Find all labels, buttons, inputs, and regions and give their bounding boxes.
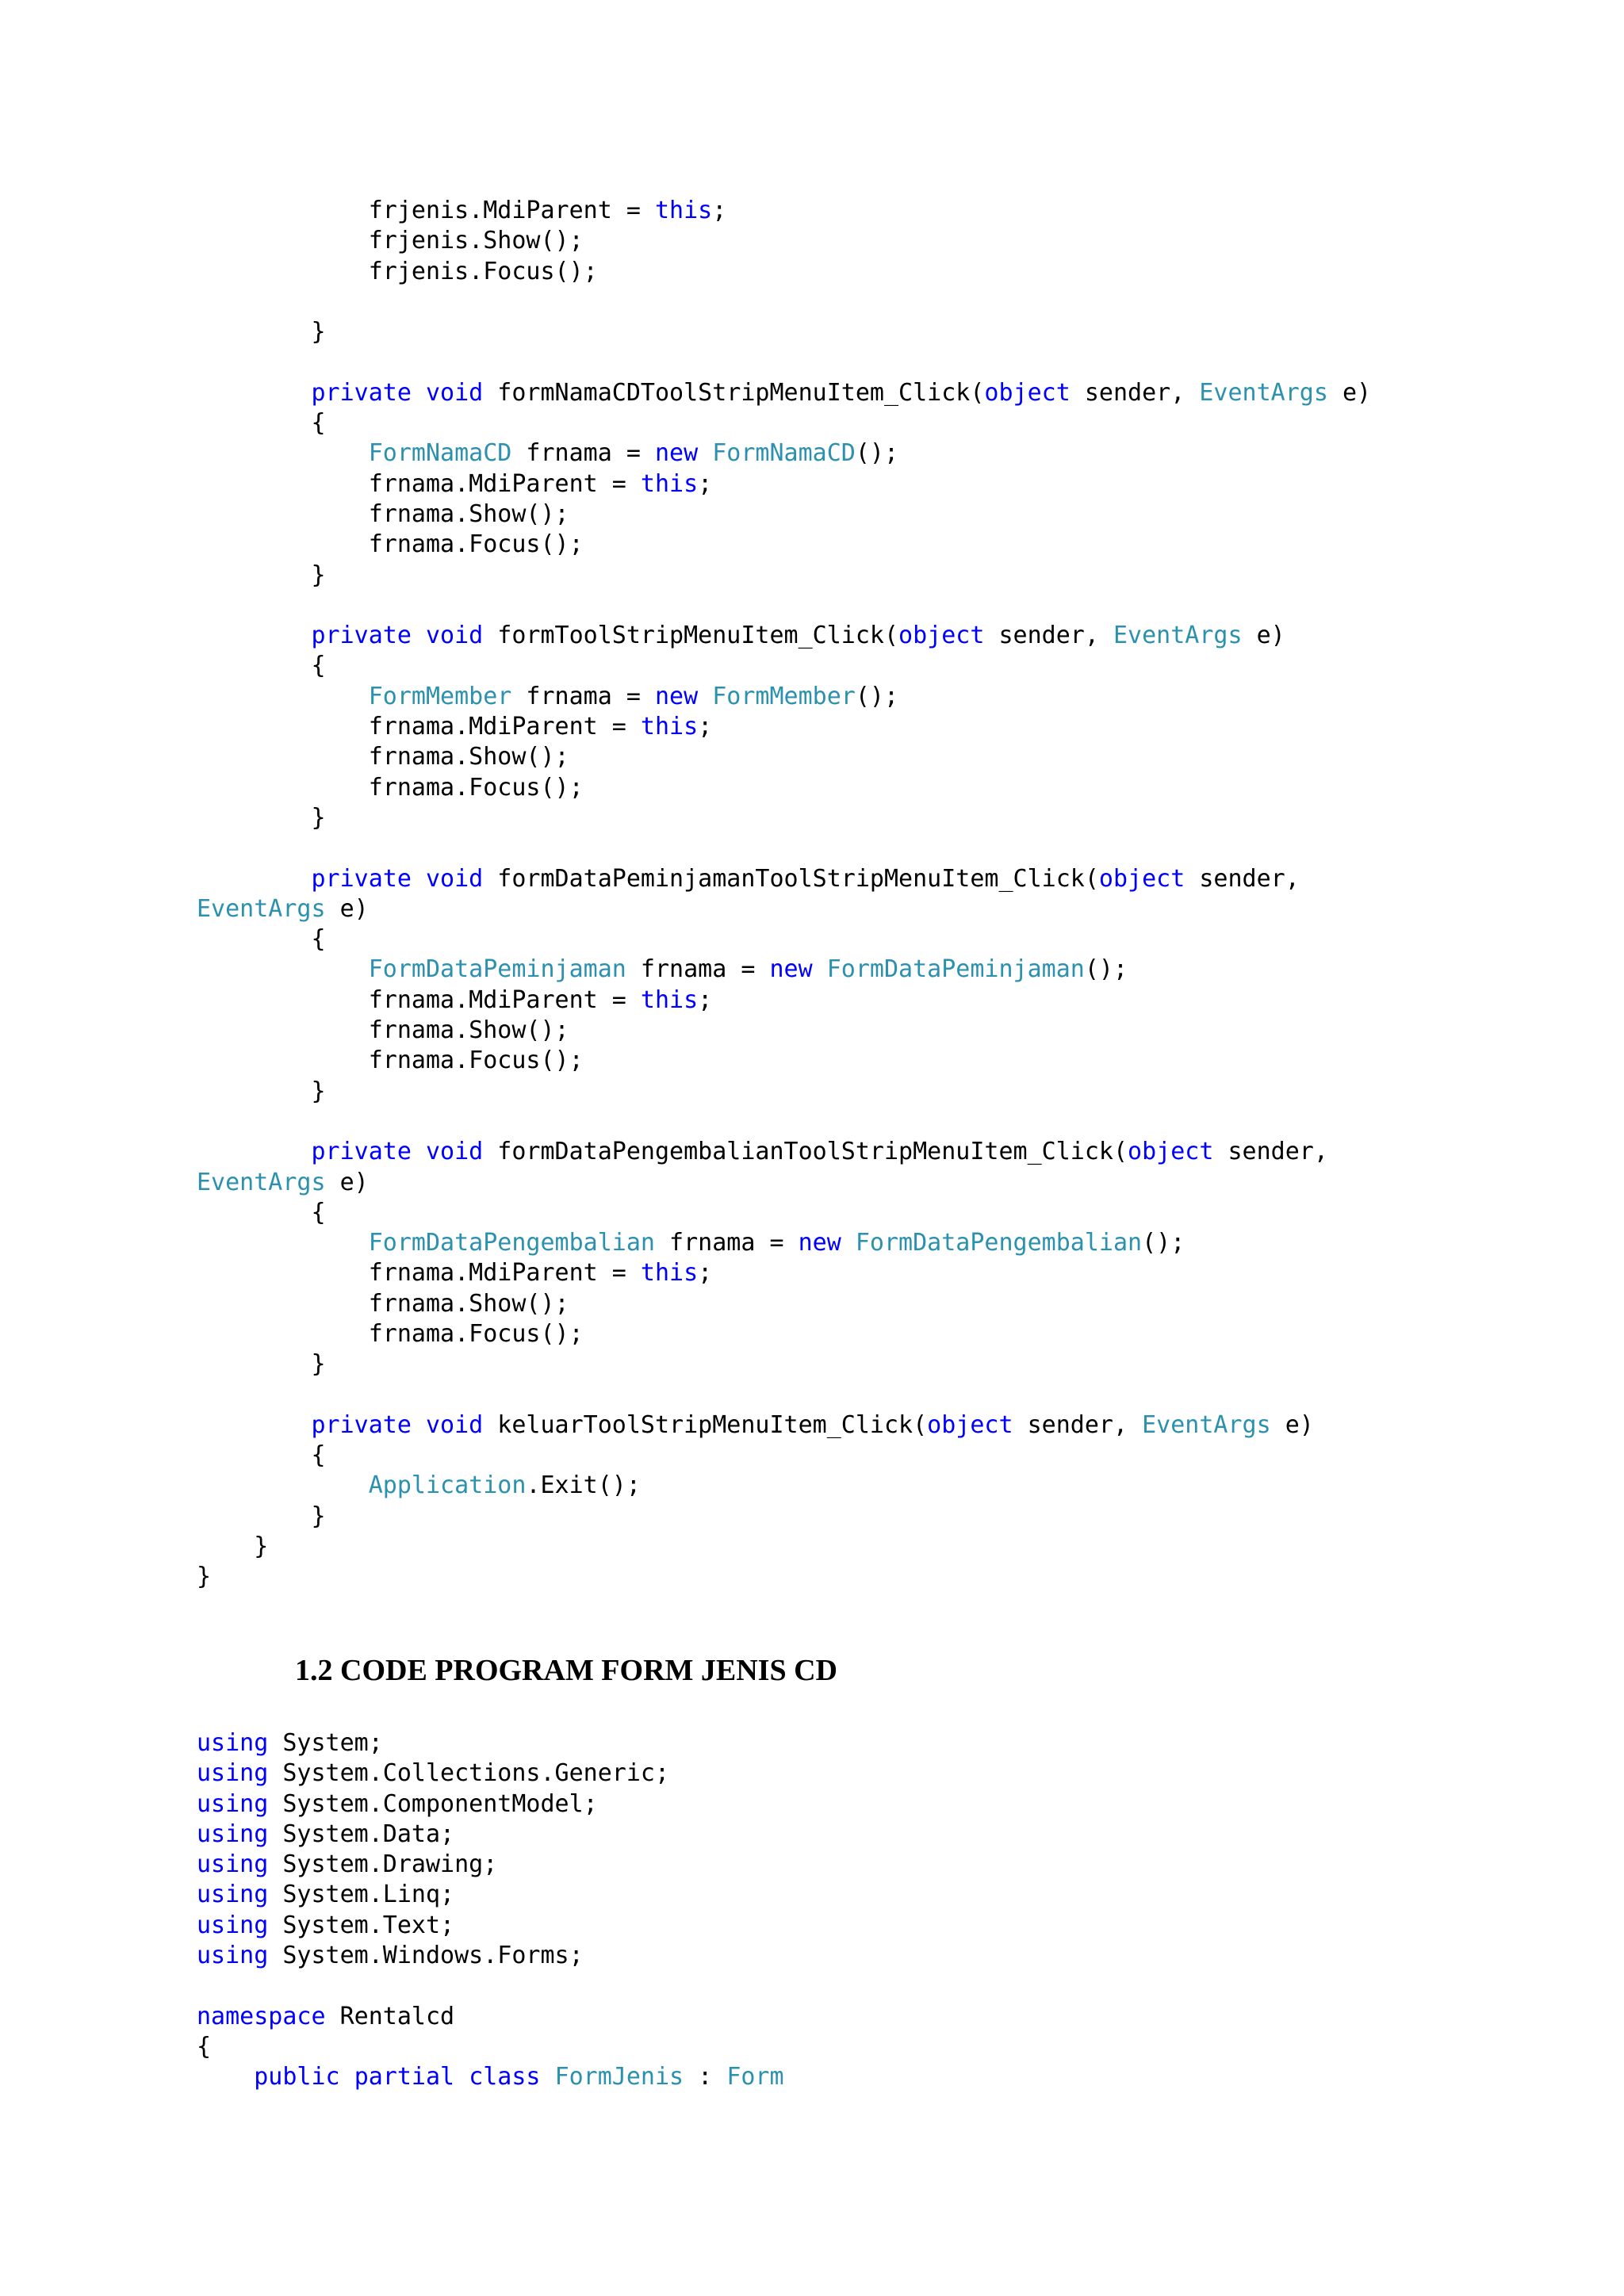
- code-line: [197, 1789, 784, 1820]
- code-text: frjenis.Focus();: [197, 257, 598, 285]
- code-keyword: using: [197, 1911, 269, 1939]
- code-line: [197, 499, 1371, 530]
- code-line: [197, 469, 1371, 499]
- code-type: FormDataPeminjaman: [368, 955, 626, 984]
- code-line: [197, 226, 1371, 256]
- code-line: [197, 833, 1371, 863]
- code-line: [197, 1137, 1371, 1167]
- code-line: [197, 1471, 1371, 1501]
- code-keyword: using: [197, 1881, 269, 1909]
- code-line: [197, 651, 1371, 681]
- code-text: e): [325, 894, 369, 923]
- code-text: sender,: [1185, 864, 1300, 893]
- code-line: [197, 1532, 1371, 1562]
- code-text: ;: [698, 985, 713, 1014]
- code-type: EventArgs: [197, 1168, 326, 1196]
- code-keyword: private: [311, 622, 412, 650]
- code-text: formDataPeminjamanToolStripMenuItem_Click(: [483, 864, 1099, 893]
- code-line: [197, 1562, 1371, 1592]
- code-line: [197, 712, 1371, 742]
- code-text: [197, 1229, 369, 1257]
- code-line: [197, 621, 1371, 651]
- code-text: [340, 2063, 354, 2091]
- code-keyword: this: [640, 1259, 699, 1288]
- code-text: ();: [1142, 1229, 1185, 1257]
- code-text: {: [197, 1441, 326, 1470]
- code-line: [197, 1441, 1371, 1471]
- code-text: }: [197, 803, 326, 832]
- code-text: [813, 955, 827, 983]
- code-type: FormNamaCD: [712, 439, 856, 468]
- code-text: [841, 1229, 856, 1257]
- code-text: sender,: [1070, 378, 1200, 407]
- code-line: [197, 1228, 1371, 1258]
- code-text: e): [1327, 378, 1372, 407]
- code-keyword: private: [311, 864, 412, 893]
- code-line: [197, 1380, 1371, 1410]
- code-text: frnama.Focus();: [197, 1319, 584, 1348]
- code-type: FormMember: [712, 682, 856, 710]
- code-text: System;: [268, 1729, 383, 1757]
- code-text: System.Drawing;: [268, 1850, 498, 1879]
- code-text: System.Text;: [268, 1911, 455, 1939]
- code-keyword: using: [197, 1729, 269, 1757]
- code-type: Form: [726, 2063, 784, 2091]
- code-keyword: this: [640, 985, 699, 1014]
- code-keyword: partial: [354, 2063, 455, 2091]
- code-text: ();: [855, 439, 899, 468]
- code-line: [197, 2032, 784, 2062]
- code-line: [197, 1107, 1371, 1137]
- code-type: EventArgs: [197, 894, 326, 923]
- code-text: frnama =: [511, 439, 655, 468]
- code-text: }: [197, 318, 326, 346]
- code-line: [197, 1198, 1371, 1228]
- code-line: [197, 2002, 784, 2032]
- code-line: [197, 1319, 1371, 1349]
- code-text: }: [197, 1350, 326, 1379]
- code-text: [197, 622, 312, 649]
- code-text: sender,: [1013, 1410, 1143, 1439]
- code-text: [412, 622, 426, 649]
- code-keyword: using: [197, 1789, 269, 1818]
- code-keyword: new: [655, 439, 699, 468]
- code-type: FormJenis: [554, 2063, 684, 2091]
- code-text: frjenis.MdiParent =: [197, 197, 655, 224]
- code-text: frnama.MdiParent =: [197, 713, 641, 741]
- code-keyword: this: [640, 469, 699, 498]
- code-text: e): [1270, 1410, 1314, 1439]
- code-text: frnama.Show();: [197, 1016, 569, 1045]
- code-text: frnama.Show();: [197, 499, 569, 528]
- code-text: [698, 439, 712, 467]
- code-block-form-jenis: [197, 1728, 784, 2093]
- code-line: [197, 530, 1371, 560]
- code-text: }: [197, 1533, 269, 1561]
- code-line: [197, 1410, 1371, 1441]
- code-keyword: using: [197, 1850, 269, 1879]
- code-text: }: [197, 1502, 326, 1530]
- code-line: [197, 682, 1371, 712]
- code-line: [197, 1258, 1371, 1288]
- code-type: Application: [368, 1471, 527, 1500]
- code-text: ;: [698, 469, 713, 498]
- code-text: [197, 955, 369, 983]
- code-text: [197, 2063, 254, 2091]
- code-text: [698, 683, 712, 710]
- code-line: [197, 1502, 1371, 1532]
- code-line: [197, 317, 1371, 347]
- code-line: [197, 378, 1371, 408]
- code-text: .Exit();: [526, 1471, 641, 1500]
- code-keyword: new: [655, 682, 699, 710]
- code-keyword: new: [798, 1229, 841, 1257]
- code-line: [197, 561, 1371, 591]
- code-line: [197, 591, 1371, 621]
- code-keyword: private: [311, 378, 412, 407]
- code-line: [197, 773, 1371, 803]
- code-line: [197, 1850, 784, 1880]
- code-text: {: [197, 925, 326, 954]
- code-text: [412, 379, 426, 407]
- code-keyword: public: [254, 2063, 340, 2091]
- code-text: frnama.MdiParent =: [197, 985, 641, 1014]
- code-keyword: this: [654, 197, 713, 224]
- code-text: sender,: [984, 622, 1113, 650]
- code-type: EventArgs: [1113, 622, 1243, 650]
- code-text: [197, 439, 369, 467]
- code-line: [197, 1880, 784, 1910]
- code-type: FormDataPengembalian: [855, 1229, 1143, 1257]
- code-text: }: [197, 1563, 212, 1591]
- code-text: :: [684, 2063, 727, 2091]
- code-text: [412, 1411, 426, 1439]
- code-text: System.Linq;: [268, 1881, 455, 1909]
- code-text: [197, 379, 312, 407]
- code-text: Rentalcd: [325, 2002, 455, 2030]
- code-text: {: [197, 409, 326, 438]
- code-keyword: using: [197, 1942, 269, 1970]
- code-text: ;: [712, 197, 727, 224]
- code-type: FormNamaCD: [368, 439, 512, 468]
- code-keyword: object: [927, 1410, 1013, 1439]
- code-line: [197, 985, 1371, 1016]
- code-text: [197, 1411, 312, 1439]
- code-line: [197, 955, 1371, 985]
- code-keyword: private: [311, 1138, 412, 1166]
- code-text: e): [1242, 622, 1285, 650]
- code-line: [197, 1046, 1371, 1076]
- code-line: [197, 408, 1371, 438]
- section-heading: 1.2 CODE PROGRAM FORM JENIS CD: [295, 1654, 837, 1687]
- code-text: System.Collections.Generic;: [268, 1759, 670, 1788]
- code-text: formToolStripMenuItem_Click(: [483, 622, 899, 650]
- code-type: EventArgs: [1199, 378, 1328, 407]
- code-line: [197, 438, 1371, 469]
- code-text: [412, 1138, 426, 1165]
- code-line: [197, 894, 1371, 924]
- code-text: frnama.Show();: [197, 743, 569, 771]
- code-line: [197, 1728, 784, 1758]
- code-text: ();: [1084, 955, 1128, 984]
- code-text: frnama.Focus();: [197, 530, 584, 559]
- code-keyword: object: [984, 378, 1071, 407]
- code-text: {: [197, 652, 326, 680]
- code-type: FormMember: [368, 682, 512, 710]
- code-text: ;: [698, 713, 713, 741]
- code-text: [197, 865, 312, 893]
- code-text: formDataPengembalianToolStripMenuItem_Click(: [483, 1138, 1128, 1166]
- code-text: [412, 865, 426, 893]
- code-text: ();: [855, 682, 899, 710]
- code-text: }: [197, 561, 326, 589]
- code-text: frnama.MdiParent =: [197, 469, 641, 498]
- code-text: System.Data;: [268, 1820, 455, 1848]
- code-text: e): [325, 1168, 369, 1196]
- code-text: System.Windows.Forms;: [268, 1942, 584, 1970]
- code-line: [197, 1758, 784, 1789]
- code-text: sender,: [1213, 1138, 1328, 1166]
- code-keyword: private: [311, 1410, 412, 1439]
- code-line: [197, 1289, 1371, 1319]
- code-line: [197, 742, 1371, 772]
- code-text: formNamaCDToolStripMenuItem_Click(: [483, 378, 985, 407]
- code-text: keluarToolStripMenuItem_Click(: [483, 1410, 928, 1439]
- code-line: [197, 196, 1371, 226]
- code-text: frnama.Focus();: [197, 1047, 584, 1075]
- code-text: [454, 2063, 469, 2091]
- code-line: [197, 924, 1371, 955]
- code-text: ;: [698, 1259, 713, 1288]
- code-text: frnama =: [511, 682, 655, 710]
- code-text: frjenis.Show();: [197, 227, 584, 255]
- code-line: [197, 1077, 1371, 1107]
- code-line: [197, 1971, 784, 2001]
- code-type: FormDataPeminjaman: [826, 955, 1085, 984]
- code-line: [197, 1911, 784, 1941]
- code-line: [197, 287, 1371, 317]
- code-text: System.ComponentModel;: [268, 1789, 598, 1818]
- code-keyword: object: [1098, 864, 1185, 893]
- code-text: [197, 1138, 312, 1165]
- code-keyword: void: [426, 1410, 484, 1439]
- code-keyword: void: [426, 1138, 484, 1166]
- code-text: frnama.Show();: [197, 1289, 569, 1318]
- code-text: {: [197, 2032, 212, 2061]
- code-keyword: void: [426, 378, 484, 407]
- code-text: frnama =: [654, 1229, 799, 1257]
- code-text: [197, 683, 369, 710]
- code-line: [197, 1349, 1371, 1380]
- code-keyword: using: [197, 1820, 269, 1848]
- code-line: [197, 1941, 784, 1971]
- code-line: [197, 1820, 784, 1850]
- code-line: [197, 864, 1371, 894]
- code-text: {: [197, 1198, 326, 1226]
- code-text: [541, 2063, 555, 2091]
- code-text: frnama =: [626, 955, 770, 984]
- code-line: [197, 803, 1371, 833]
- code-line: [197, 257, 1371, 287]
- code-text: }: [197, 1077, 326, 1105]
- code-keyword: class: [469, 2063, 541, 2091]
- code-text: [197, 1471, 369, 1499]
- code-line: [197, 347, 1371, 377]
- code-keyword: object: [1128, 1138, 1214, 1166]
- code-keyword: void: [426, 864, 484, 893]
- code-keyword: this: [640, 713, 699, 741]
- code-text: frnama.MdiParent =: [197, 1259, 641, 1288]
- code-keyword: using: [197, 1759, 269, 1788]
- code-keyword: new: [769, 955, 813, 984]
- code-keyword: namespace: [197, 2002, 326, 2030]
- code-type: EventArgs: [1142, 1410, 1271, 1439]
- code-block-form-utama: [197, 196, 1371, 1593]
- code-keyword: void: [426, 622, 484, 650]
- code-keyword: object: [898, 622, 985, 650]
- code-line: [197, 1168, 1371, 1198]
- code-line: [197, 2062, 784, 2092]
- code-text: frnama.Focus();: [197, 773, 584, 802]
- code-type: FormDataPengembalian: [368, 1229, 655, 1257]
- code-line: [197, 1016, 1371, 1046]
